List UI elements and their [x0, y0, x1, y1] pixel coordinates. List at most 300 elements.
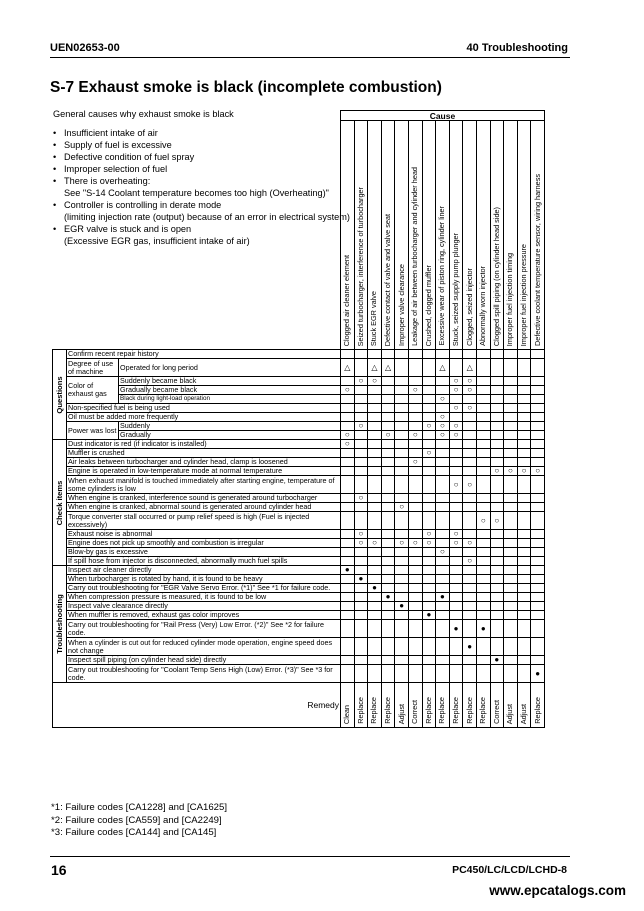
open-circle-mark: ○: [453, 403, 459, 412]
open-circle-mark: ○: [467, 479, 473, 489]
mark-cell: [463, 404, 477, 413]
empty-cell: [354, 413, 368, 422]
empty-cell: [381, 575, 395, 584]
open-circle-mark: ○: [358, 376, 364, 385]
mark-cell: [463, 386, 477, 395]
empty-cell: [422, 404, 436, 413]
empty-cell: [517, 449, 531, 458]
section-label-questions: [53, 350, 67, 440]
empty-cell: [381, 422, 395, 431]
cause-name: Defective coolant temperature sensor, wiring harness: [532, 174, 542, 346]
mark-cell: [341, 359, 355, 377]
empty-cell: [504, 440, 518, 449]
empty-cell: [408, 602, 422, 611]
empty-cell: [504, 458, 518, 467]
empty-cell: [504, 512, 518, 530]
empty-cell: [381, 377, 395, 386]
empty-cell: [531, 359, 545, 377]
empty-cell: [381, 611, 395, 620]
empty-cell: [490, 593, 504, 602]
open-circle-mark: ○: [453, 529, 459, 538]
empty-cell: [422, 494, 436, 503]
empty-cell: [463, 665, 477, 683]
open-circle-mark: ○: [521, 466, 527, 475]
empty-cell: [476, 476, 490, 494]
empty-cell: [490, 638, 504, 656]
empty-cell: [408, 395, 422, 404]
mark-cell: [449, 431, 463, 440]
empty-cell: [422, 575, 436, 584]
footnote: *2: Failure codes [CA559] and [CA2249]: [51, 814, 222, 826]
filled-circle-mark: ●: [426, 610, 432, 619]
row-label: If spill hose from injector is disconnected, abnormally much fuel spills: [67, 557, 341, 566]
empty-cell: [422, 377, 436, 386]
mark-cell: [422, 611, 436, 620]
matrix-row: [53, 431, 545, 440]
empty-cell: [463, 467, 477, 476]
empty-cell: [381, 566, 395, 575]
empty-cell: [476, 575, 490, 584]
open-circle-mark: ○: [480, 515, 486, 525]
empty-cell: [436, 476, 450, 494]
empty-cell: [463, 503, 477, 512]
empty-cell: [408, 422, 422, 431]
empty-cell: [381, 413, 395, 422]
empty-cell: [395, 359, 409, 377]
empty-cell: [368, 530, 382, 539]
empty-cell: [436, 503, 450, 512]
empty-cell: [354, 386, 368, 395]
empty-cell: [381, 386, 395, 395]
cause-column-header: [463, 121, 477, 350]
open-circle-mark: ○: [399, 538, 405, 547]
empty-cell: [354, 602, 368, 611]
page-number: 16: [51, 862, 67, 878]
empty-cell: [436, 377, 450, 386]
empty-cell: [517, 548, 531, 557]
open-circle-mark: ○: [426, 529, 432, 538]
empty-cell: [463, 602, 477, 611]
empty-cell: [368, 422, 382, 431]
empty-cell: [408, 611, 422, 620]
empty-cell: [517, 620, 531, 638]
footnotes: [51, 802, 227, 840]
mark-cell: [395, 602, 409, 611]
cause-name: Stuck EGR valve: [369, 290, 379, 346]
empty-cell: [395, 557, 409, 566]
cause-column-header: [449, 121, 463, 350]
empty-cell: [449, 602, 463, 611]
empty-cell: [517, 584, 531, 593]
triangle-mark: △: [344, 362, 351, 372]
mark-cell: [504, 467, 518, 476]
empty-cell: [395, 575, 409, 584]
empty-cell: [436, 557, 450, 566]
empty-cell: [449, 494, 463, 503]
mark-cell: [341, 431, 355, 440]
empty-cell: [490, 395, 504, 404]
open-circle-mark: ○: [412, 457, 418, 466]
general-causes-title: General causes why exhaust smoke is black: [53, 109, 234, 119]
empty-cell: [354, 584, 368, 593]
empty-cell: [517, 476, 531, 494]
matrix-row: [53, 620, 545, 638]
empty-cell: [463, 431, 477, 440]
empty-cell: [395, 512, 409, 530]
empty-cell: [449, 458, 463, 467]
empty-cell: [463, 449, 477, 458]
mark-cell: [449, 422, 463, 431]
empty-cell: [504, 413, 518, 422]
empty-cell: [408, 530, 422, 539]
row-label: Torque converter stall occurred or pump relief speed is high (Fuel is injected excessively): [67, 512, 341, 530]
remedy-text: Replace: [464, 697, 474, 724]
empty-cell: [368, 386, 382, 395]
matrix-row: [53, 458, 545, 467]
row-sub-label: Gradually: [119, 431, 341, 440]
row-label: When engine is cranked, interference sound is generated around turbocharger: [67, 494, 341, 503]
empty-cell: [354, 566, 368, 575]
cause-name: Leakage of air between turbocharger and cylinder head: [410, 167, 420, 346]
empty-cell: [531, 377, 545, 386]
matrix-row: [53, 467, 545, 476]
mark-cell: [368, 584, 382, 593]
empty-cell: [422, 458, 436, 467]
remedy-cell: [449, 683, 463, 728]
empty-cell: [368, 593, 382, 602]
empty-cell: [531, 386, 545, 395]
empty-cell: [341, 593, 355, 602]
empty-cell: [476, 395, 490, 404]
mark-cell: [436, 422, 450, 431]
row-group-label: Color of exhaust gas: [67, 377, 119, 404]
empty-cell: [504, 395, 518, 404]
empty-cell: [422, 467, 436, 476]
empty-cell: [436, 512, 450, 530]
empty-cell: [436, 620, 450, 638]
row-label: Muffler is crushed: [67, 449, 341, 458]
filled-circle-mark: ●: [358, 574, 364, 583]
cause-name: Stuck, seized supply pump plunger: [451, 232, 461, 346]
filled-circle-mark: ●: [480, 623, 486, 633]
empty-cell: [354, 638, 368, 656]
empty-cell: [517, 431, 531, 440]
empty-cell: [517, 566, 531, 575]
row-label: When muffler is removed, exhaust gas color improves: [67, 611, 341, 620]
row-label: Dust indicator is red (if indicator is installed): [67, 440, 341, 449]
empty-cell: [517, 593, 531, 602]
remedy-cell: [517, 683, 531, 728]
empty-cell: [463, 512, 477, 530]
empty-cell: [408, 620, 422, 638]
empty-cell: [341, 575, 355, 584]
empty-cell: [408, 350, 422, 359]
open-circle-mark: ○: [412, 385, 418, 394]
empty-cell: [531, 602, 545, 611]
cause-name: Crushed, clogged muffler: [423, 264, 433, 346]
empty-cell: [368, 449, 382, 458]
empty-cell: [422, 638, 436, 656]
open-circle-mark: ○: [467, 556, 473, 565]
empty-cell: [517, 494, 531, 503]
row-group-label: Degree of use of machine: [67, 359, 119, 377]
empty-cell: [490, 458, 504, 467]
empty-cell: [381, 584, 395, 593]
empty-cell: [368, 548, 382, 557]
empty-cell: [408, 449, 422, 458]
filled-circle-mark: ●: [344, 565, 350, 574]
mark-cell: [354, 494, 368, 503]
row-label: Inspect valve clearance directly: [67, 602, 341, 611]
cause-column-header: [504, 121, 518, 350]
matrix-row: [53, 503, 545, 512]
mark-cell: [531, 665, 545, 683]
empty-cell: [504, 422, 518, 431]
mark-cell: [368, 377, 382, 386]
empty-cell: [476, 539, 490, 548]
empty-cell: [408, 656, 422, 665]
empty-cell: [341, 467, 355, 476]
empty-cell: [395, 656, 409, 665]
empty-cell: [368, 557, 382, 566]
empty-cell: [531, 530, 545, 539]
empty-cell: [504, 530, 518, 539]
empty-cell: [504, 557, 518, 566]
empty-cell: [422, 557, 436, 566]
empty-cell: [381, 620, 395, 638]
empty-cell: [463, 350, 477, 359]
general-causes-list: [53, 127, 363, 247]
open-circle-mark: ○: [467, 403, 473, 412]
mark-cell: [436, 359, 450, 377]
filled-circle-mark: ●: [535, 668, 541, 678]
open-circle-mark: ○: [467, 538, 473, 547]
empty-cell: [395, 449, 409, 458]
empty-cell: [504, 620, 518, 638]
filled-circle-mark: ●: [453, 623, 459, 633]
empty-cell: [341, 422, 355, 431]
empty-cell: [422, 386, 436, 395]
empty-cell: [341, 665, 355, 683]
empty-cell: [504, 350, 518, 359]
cause-name: Seized turbocharger, interference of turbocharger: [355, 186, 365, 346]
cause-column-header: [395, 121, 409, 350]
empty-cell: [476, 350, 490, 359]
empty-cell: [354, 359, 368, 377]
cause-name: Abnormally worn injector: [478, 266, 488, 346]
open-circle-mark: ○: [399, 502, 405, 511]
empty-cell: [354, 458, 368, 467]
mark-cell: [463, 359, 477, 377]
empty-cell: [422, 512, 436, 530]
remedy-cell: [381, 683, 395, 728]
row-label: Air leaks between turbocharger and cylinder head, clamp is loosened: [67, 458, 341, 467]
model-name: PC450/LC/LCD/LCHD-8: [452, 864, 567, 876]
empty-cell: [531, 476, 545, 494]
remedy-label: Remedy: [53, 683, 341, 728]
empty-cell: [422, 413, 436, 422]
empty-cell: [408, 548, 422, 557]
empty-cell: [531, 557, 545, 566]
matrix-row: [53, 350, 545, 359]
empty-cell: [490, 440, 504, 449]
empty-cell: [381, 494, 395, 503]
empty-cell: [449, 512, 463, 530]
empty-cell: [436, 458, 450, 467]
mark-cell: [368, 359, 382, 377]
remedy-text: Adjust: [396, 703, 406, 724]
empty-cell: [436, 656, 450, 665]
mark-cell: [395, 503, 409, 512]
empty-cell: [531, 611, 545, 620]
cause-column-header: [490, 121, 504, 350]
empty-cell: [354, 467, 368, 476]
empty-cell: [422, 584, 436, 593]
empty-cell: [368, 503, 382, 512]
empty-cell: [463, 530, 477, 539]
mark-cell: [463, 377, 477, 386]
empty-cell: [449, 638, 463, 656]
triangle-mark: △: [385, 362, 392, 372]
mark-cell: [354, 575, 368, 584]
matrix-row: [53, 665, 545, 683]
empty-cell: [341, 530, 355, 539]
remedy-cell: [504, 683, 518, 728]
empty-cell: [422, 665, 436, 683]
matrix-row: [53, 530, 545, 539]
remedy-text: Replace: [369, 697, 379, 724]
empty-cell: [463, 395, 477, 404]
row-label: Carry out troubleshooting for "EGR Valve Servo Error. (*1)" See *1 for failure code.: [67, 584, 341, 593]
row-sub-label: Black during light-load operation: [119, 395, 341, 404]
empty-cell: [395, 422, 409, 431]
empty-cell: [449, 503, 463, 512]
empty-cell: [504, 575, 518, 584]
open-circle-mark: ○: [467, 376, 473, 385]
cause-column-header: [368, 121, 382, 350]
matrix-row: [53, 611, 545, 620]
matrix-row: [53, 440, 545, 449]
empty-cell: [368, 575, 382, 584]
open-circle-mark: ○: [494, 466, 500, 475]
empty-cell: [368, 566, 382, 575]
empty-cell: [422, 548, 436, 557]
mark-cell: [422, 449, 436, 458]
empty-cell: [490, 431, 504, 440]
cause-column-header: [436, 121, 450, 350]
mark-cell: [490, 467, 504, 476]
remedy-cell: [436, 683, 450, 728]
empty-cell: [463, 422, 477, 431]
empty-cell: [476, 467, 490, 476]
empty-cell: [463, 458, 477, 467]
remedy-cell: [408, 683, 422, 728]
open-circle-mark: ○: [344, 385, 350, 394]
cause-column-header: [531, 121, 545, 350]
open-circle-mark: ○: [358, 529, 364, 538]
empty-cell: [341, 539, 355, 548]
empty-cell: [368, 656, 382, 665]
empty-cell: [422, 359, 436, 377]
empty-cell: [463, 440, 477, 449]
empty-cell: [490, 449, 504, 458]
empty-cell: [490, 611, 504, 620]
triangle-mark: △: [439, 362, 446, 372]
matrix-row: [53, 575, 545, 584]
empty-cell: [463, 575, 477, 584]
empty-cell: [517, 512, 531, 530]
empty-cell: [490, 422, 504, 431]
empty-cell: [476, 422, 490, 431]
empty-cell: [504, 638, 518, 656]
empty-cell: [395, 593, 409, 602]
empty-cell: [354, 395, 368, 404]
empty-cell: [449, 584, 463, 593]
empty-cell: [354, 431, 368, 440]
empty-cell: [504, 386, 518, 395]
empty-cell: [449, 440, 463, 449]
empty-cell: [381, 404, 395, 413]
empty-cell: [368, 467, 382, 476]
empty-cell: [490, 476, 504, 494]
empty-cell: [449, 557, 463, 566]
mark-cell: [436, 413, 450, 422]
row-label: Blow-by gas is excessive: [67, 548, 341, 557]
triangle-mark: △: [466, 362, 473, 372]
empty-cell: [368, 665, 382, 683]
empty-cell: [504, 359, 518, 377]
section-label-text: Troubleshooting: [54, 594, 64, 654]
empty-cell: [341, 458, 355, 467]
empty-cell: [368, 494, 382, 503]
empty-cell: [395, 530, 409, 539]
general-cause-item: • Insufficient intake of air: [53, 127, 363, 139]
empty-cell: [368, 395, 382, 404]
empty-cell: [381, 458, 395, 467]
empty-cell: [354, 548, 368, 557]
empty-cell: [395, 350, 409, 359]
section-label-check: [53, 440, 67, 566]
empty-cell: [476, 494, 490, 503]
empty-cell: [517, 404, 531, 413]
empty-cell: [381, 665, 395, 683]
mark-cell: [449, 539, 463, 548]
open-circle-mark: ○: [453, 421, 459, 430]
matrix-row: [53, 386, 545, 395]
empty-cell: [395, 584, 409, 593]
open-circle-mark: ○: [426, 448, 432, 457]
row-label: When exhaust manifold is touched immediately after starting engine, temperature of some cylinders is low: [67, 476, 341, 494]
row-label: Inspect spill piping (on cylinder head side) directly: [67, 656, 341, 665]
empty-cell: [368, 512, 382, 530]
mark-cell: [436, 431, 450, 440]
empty-cell: [381, 530, 395, 539]
empty-cell: [422, 503, 436, 512]
mark-cell: [395, 539, 409, 548]
general-cause-item: • Improper selection of fuel: [53, 163, 363, 175]
empty-cell: [531, 458, 545, 467]
empty-cell: [422, 350, 436, 359]
empty-cell: [381, 548, 395, 557]
section-label-text: Check items: [54, 480, 64, 525]
empty-cell: [368, 638, 382, 656]
empty-cell: [368, 431, 382, 440]
empty-cell: [476, 656, 490, 665]
empty-cell: [504, 548, 518, 557]
filled-circle-mark: ●: [494, 655, 500, 664]
empty-cell: [408, 467, 422, 476]
open-circle-mark: ○: [344, 439, 350, 448]
